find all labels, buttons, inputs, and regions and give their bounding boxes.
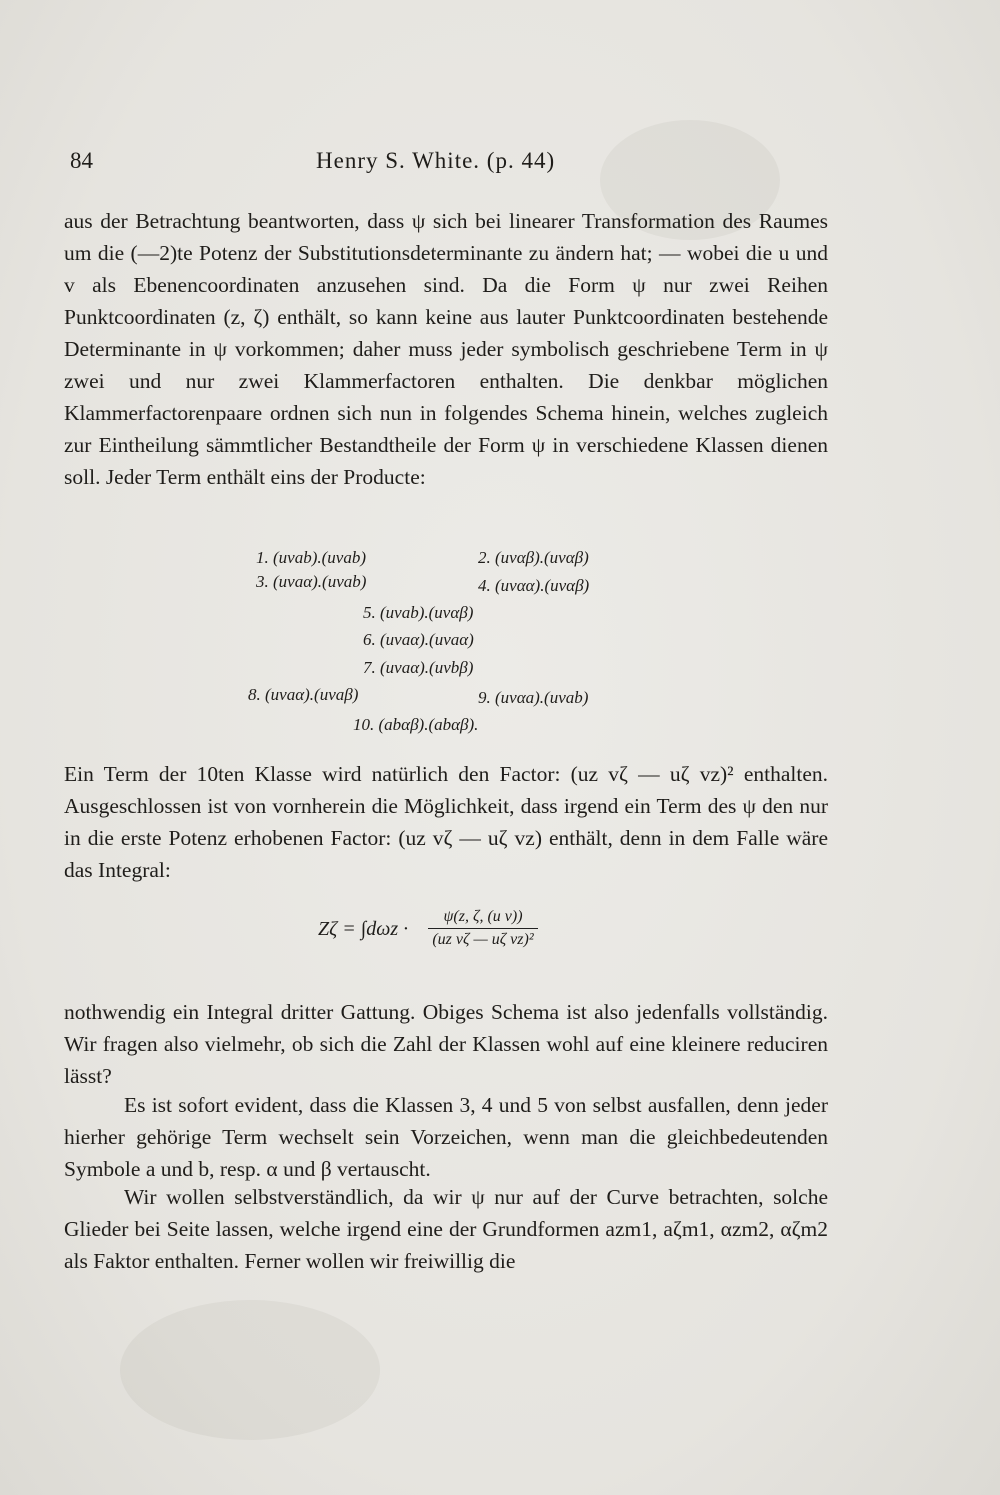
scheme-row-5: 5. (uvab).(uvαβ) [363, 603, 474, 622]
paragraph-3: nothwendig ein Integral dritter Gattung. Obiges Schema ist also jedenfalls vollständig. Wir fragen also vielmehr, ob sich die Zahl der Klassen wohl auf eine kleinere reduciren lässt? [64, 1000, 828, 1088]
integral-fraction [428, 908, 538, 949]
scheme-row-7: 7. (uvaα).(uvbβ) [363, 658, 474, 677]
paper-stain [120, 1300, 380, 1440]
paragraph-5: Wir wollen selbstverständlich, da wir ψ nur auf der Curve betrachten, solche Glieder bei Seite lassen, welche irgend eine der Grundformen azm1, aζm1, αzm2, αζm2 als Faktor enthalten. Ferner wollen wir freiwillig die [64, 1185, 828, 1273]
integral-numerator: ψ(z, ζ, (u v)) [443, 908, 523, 925]
paragraph-4: Es ist sofort evident, dass die Klassen 3, 4 und 5 von selbst ausfallen, denn jeder hierher gehörige Term wechselt sein Vorzeichen, wenn man die gleichbedeutenden Symbole a und b, resp. α und β vertauscht. [64, 1093, 828, 1181]
scheme-row-2: 2. (uvαβ).(uvαβ) [478, 548, 589, 567]
paragraph-2: Ein Term der 10ten Klasse wird natürlich den Factor: (uz vζ — uζ vz)² enthalten. Ausgeschlossen ist von vornherein die Möglichkeit, dass irgend ein Term des ψ den nur in die erste Potenz erhobenen Factor: (uz vζ — uζ vz) enthält, denn in dem Falle wäre das Integral: [64, 762, 828, 882]
integral-formula [318, 908, 638, 968]
classification-scheme [0, 548, 1000, 738]
scheme-row-4: 4. (uvαα).(uvαβ) [478, 576, 590, 595]
scheme-row-10: 10. (abαβ).(abαβ). [353, 715, 479, 734]
scheme-row-1: 1. (uvab).(uvab) [256, 548, 366, 567]
integral-lhs: Zζ = ∫dωz · [318, 918, 409, 940]
paragraph-1: aus der Betrachtung beantworten, dass ψ sich bei linearer Transformation des Raumes um die (—2)te Potenz der Substitutionsdeterminante zu ändern hat; — wobei die u und v als Ebenencoordinaten anzusehen sind. Da die Form ψ nur zwei Reihen Punktcoordinaten (z, ζ) enthält, so kann keine aus lauter Punktcoordinaten bestehende Determinante in ψ vorkommen; daher muss jeder symbolisch geschriebene Term in ψ zwei und nur zwei Klammerfactoren enthalten. Die denkbar möglichen Klammerfactorenpaare ordnen sich nun in folgendes Schema hinein, welches zugleich zur Eintheilung sämmtlicher Bestandtheile der Form ψ in verschiedene Klassen dienen soll. Jeder Term enthält eins der Producte: [64, 209, 828, 489]
running-header: Henry S. White. (p. 44) [316, 148, 556, 173]
page-number: 84 [70, 148, 93, 173]
scheme-row-9: 9. (uvαa).(uvab) [478, 688, 589, 707]
scheme-row-6: 6. (uvaα).(uvaα) [363, 630, 474, 649]
scheme-row-3: 3. (uvaα).(uvab) [256, 572, 367, 591]
integral-denominator: (uz vζ — uζ vz)² [432, 931, 534, 948]
scheme-row-8: 8. (uvaα).(uvaβ) [248, 685, 359, 704]
fraction-bar [428, 928, 538, 929]
